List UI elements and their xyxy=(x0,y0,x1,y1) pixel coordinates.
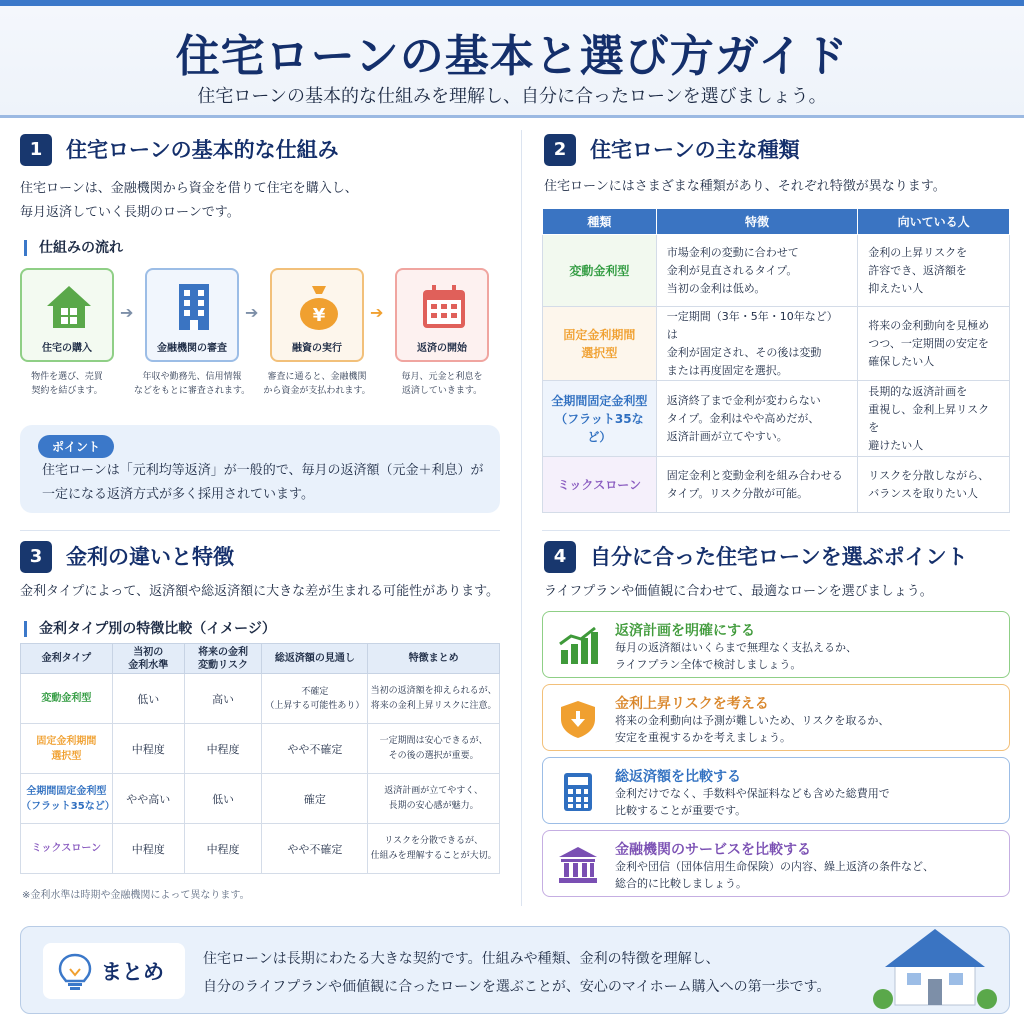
row-divider-left xyxy=(20,530,500,531)
summary-cell: 一定期間は安心できるが、 その後の選択が重要。 xyxy=(368,724,500,774)
loan-type-cell: 変動金利型 xyxy=(543,235,657,307)
loan-types-table xyxy=(542,208,1010,513)
summary-label: まとめ xyxy=(101,960,164,984)
money-bag-icon xyxy=(294,282,344,332)
outlook-cell: やや不確定 xyxy=(262,724,368,774)
section-interest-comparison xyxy=(20,541,500,641)
point-desc: 金利だけでなく、手数料や保証料なども含めた総費用で 比較することが重要です。 xyxy=(615,787,890,817)
point-bank-services xyxy=(542,830,1010,897)
flow-heading: 仕組みの流れ xyxy=(24,240,123,256)
section-choosing-points xyxy=(544,541,1010,601)
flow-step-label: 住宅の購入 xyxy=(42,343,92,354)
svg-text:¥: ¥ xyxy=(312,305,326,326)
table-header: 総返済額の見通し xyxy=(262,644,368,674)
arrow-right-icon: ➔ xyxy=(245,303,259,322)
point-desc: 金利や団信（団体信用生命保険）の内容、繰上返済の条件など、 総合的に比較しましょう。 xyxy=(615,860,934,890)
rate-risk-cell: 中程度 xyxy=(184,824,262,874)
loan-type-cell: 全期間固定金利型 （フラット35など） xyxy=(543,381,657,457)
loan-type-cell: 固定金利期間 選択型 xyxy=(543,307,657,381)
point-text: 住宅ローンは「元利均等返済」が一般的で、毎月の返済額（元金＋利息）が 一定になる返済方式が多く採用されています。 xyxy=(42,463,484,502)
table-row xyxy=(21,824,500,874)
section-desc: 金利タイプによって、返済額や総返済額に大きな差が生まれる可能性があります。 xyxy=(20,584,500,599)
shield-icon xyxy=(557,699,599,739)
outlook-cell: 不確定 （上昇する可能性あり） xyxy=(262,674,368,724)
page-header xyxy=(0,6,1024,118)
flow-step-review xyxy=(145,268,239,362)
flow-step-repayment xyxy=(395,268,489,362)
point-title: 総返済額を比較する xyxy=(615,769,741,785)
summary-cell: リスクを分散できるが、 仕組みを理解することが大切。 xyxy=(368,824,500,874)
flow-step-desc: 年収や勤務先、信用情報 などをもとに審査されます。 xyxy=(133,372,251,396)
table-row xyxy=(543,457,1010,513)
feature-cell: 返済終了まで金利が変わらない タイプ。金利はやや高めだが、 返済計画が立てやすい。 xyxy=(656,381,858,457)
point-box xyxy=(20,425,500,513)
point-title: 返済計画を明確にする xyxy=(615,623,755,639)
flow-step-label: 金融機関の審査 xyxy=(157,343,227,354)
flow-step-desc: 物件を選び、売買 契約を結びます。 xyxy=(31,372,103,396)
section-desc-line: 住宅ローンは、金融機関から資金を借りて住宅を購入し、 xyxy=(20,181,358,196)
bank-icon xyxy=(557,845,599,885)
outlook-cell: やや不確定 xyxy=(262,824,368,874)
point-desc: 将来の金利動向は予測が難しいため、リスクを取るか、 安定を重視するかを考えましょう。 xyxy=(615,714,890,744)
arrow-right-icon: ➔ xyxy=(370,303,384,322)
suited-cell: 金利の上昇リスクを 許容でき、返済額を 抑えたい人 xyxy=(858,235,1010,307)
point-title: 金利上昇リスクを考える xyxy=(615,696,769,712)
section-number: 3 xyxy=(20,541,52,573)
section-desc: ライフプランや価値観に合わせて、最適なローンを選びましょう。 xyxy=(544,584,933,599)
feature-cell: 一定期間（3年・5年・10年など）は 金利が固定され、その後は変動 または再度固定を選択。 xyxy=(656,307,858,381)
row-divider-right xyxy=(542,530,1010,531)
section-number: 2 xyxy=(544,134,576,166)
point-repayment-plan xyxy=(542,611,1010,678)
calendar-icon xyxy=(419,282,469,332)
table-header-row xyxy=(543,209,1010,235)
flow-step-label: 融資の実行 xyxy=(292,343,342,354)
rate-level-cell: 中程度 xyxy=(112,724,184,774)
table-heading: 金利タイプ別の特徴比較（イメージ） xyxy=(24,621,276,637)
flow-step-loan xyxy=(270,268,364,362)
section-number: 4 xyxy=(544,541,576,573)
table-header: 特徴まとめ xyxy=(368,644,500,674)
page-title: 住宅ローンの基本と選び方ガイド xyxy=(175,31,849,82)
table-header: 種類 xyxy=(543,209,657,235)
outlook-cell: 確定 xyxy=(262,774,368,824)
section-title: 住宅ローンの主な種類 xyxy=(590,138,800,162)
lightbulb-icon xyxy=(57,953,93,991)
suited-cell: 長期的な返済計画を 重視し、金利上昇リスクを 避けたい人 xyxy=(858,381,1010,457)
summary-text: 住宅ローンは長期にわたる大きな契約です。仕組みや種類、金利の特徴を理解し、 自分のライフプランや価値観に合ったローンを選ぶことが、安心のマイホーム購入への第一歩です。 xyxy=(203,951,831,995)
section-desc: 住宅ローンにはさまざまな種類があり、それぞれ特徴が異なります。 xyxy=(544,179,946,194)
table-row xyxy=(21,724,500,774)
summary-box xyxy=(20,926,1010,1014)
column-divider xyxy=(521,130,522,906)
building-icon xyxy=(169,282,219,332)
point-title: 金融機関のサービスを比較する xyxy=(615,842,811,858)
rate-level-cell: 中程度 xyxy=(112,824,184,874)
feature-cell: 固定金利と変動金利を組み合わせる タイプ。リスク分散が可能。 xyxy=(656,457,858,513)
table-row xyxy=(21,774,500,824)
section-title: 自分に合った住宅ローンを選ぶポイント xyxy=(590,545,968,569)
section-title: 金利の違いと特徴 xyxy=(66,545,234,569)
table-header: 向いている人 xyxy=(858,209,1010,235)
summary-tag xyxy=(43,943,185,999)
flow-step-desc: 毎月、元金と利息を 返済していきます。 xyxy=(401,372,483,396)
point-total-repayment xyxy=(542,757,1010,824)
interest-comparison-table xyxy=(20,643,500,874)
page-subtitle: 住宅ローンの基本的な仕組みを理解し、自分に合ったローンを選びましょう。 xyxy=(197,86,827,107)
table-header: 特徴 xyxy=(656,209,858,235)
section-desc-line: 毎月返済していく長期のローンです。 xyxy=(20,205,240,220)
summary-cell: 返済計画が立てやすく、 長期の安心感が魅力。 xyxy=(368,774,500,824)
table-header: 当初の 金利水準 xyxy=(112,644,184,674)
table-row xyxy=(543,235,1010,307)
rate-risk-cell: 高い xyxy=(184,674,262,724)
loan-type-cell: ミックスローン xyxy=(543,457,657,513)
arrow-right-icon: ➔ xyxy=(120,303,134,322)
flow-step-desc: 審査に通ると、金融機関 から資金が支払われます。 xyxy=(263,372,371,396)
point-rate-risk xyxy=(542,684,1010,751)
section-loan-types xyxy=(544,134,1010,194)
rate-type-cell: 全期間固定金利型 （フラット35など） xyxy=(21,774,113,824)
rate-risk-cell: 中程度 xyxy=(184,724,262,774)
section-number: 1 xyxy=(20,134,52,166)
summary-cell: 当初の返済額を抑えられるが、 将来の金利上昇リスクに注意。 xyxy=(368,674,500,724)
rate-type-cell: 固定金利期間 選択型 xyxy=(21,724,113,774)
growth-chart-icon xyxy=(557,626,599,666)
table-row xyxy=(543,381,1010,457)
footnote: ※金利水準は時期や金融機関によって異なります。 xyxy=(22,890,250,901)
table-row xyxy=(21,674,500,724)
table-header: 将来の金利 変動リスク xyxy=(184,644,262,674)
table-row xyxy=(543,307,1010,381)
rate-type-cell: ミックスローン xyxy=(21,824,113,874)
point-desc: 毎月の返済額はいくらまで無理なく支払えるか、 ライフプラン全体で検討しましょう。 xyxy=(615,641,857,671)
point-badge: ポイント xyxy=(38,435,114,458)
table-header-row xyxy=(21,644,500,674)
house-icon xyxy=(44,282,94,332)
rate-risk-cell: 低い xyxy=(184,774,262,824)
house-icon xyxy=(861,927,1007,1013)
rate-level-cell: やや高い xyxy=(112,774,184,824)
flow-step-label: 返済の開始 xyxy=(417,343,467,354)
suited-cell: リスクを分散しながら、 バランスを取りたい人 xyxy=(858,457,1010,513)
suited-cell: 将来の金利動向を見極め つつ、一定期間の安定を 確保したい人 xyxy=(858,307,1010,381)
section-title: 住宅ローンの基本的な仕組み xyxy=(66,138,339,162)
calculator-icon xyxy=(557,772,599,812)
feature-cell: 市場金利の変動に合わせて 金利が見直されるタイプ。 当初の金利は低め。 xyxy=(656,235,858,307)
rate-level-cell: 低い xyxy=(112,674,184,724)
table-header: 金利タイプ xyxy=(21,644,113,674)
flow-step-purchase xyxy=(20,268,114,362)
rate-type-cell: 変動金利型 xyxy=(21,674,113,724)
